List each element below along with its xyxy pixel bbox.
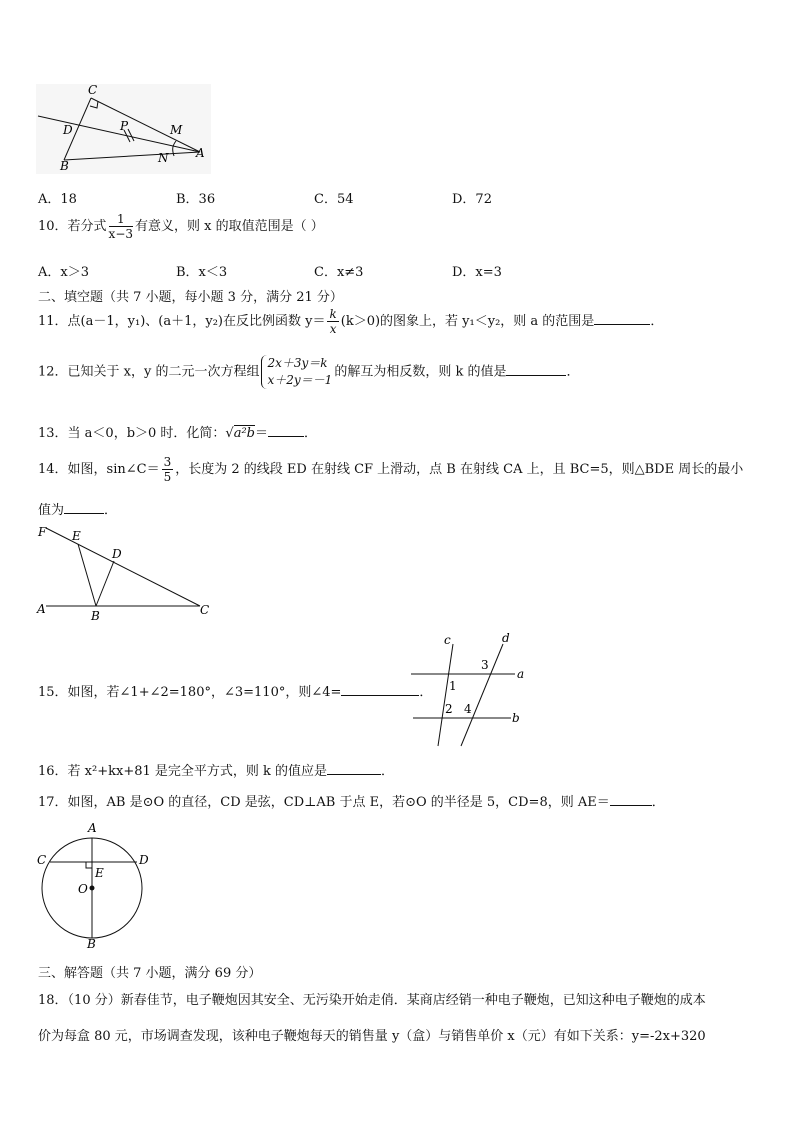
fig17-label-o: O <box>78 882 88 896</box>
fig15-label-d: d <box>502 631 510 645</box>
fig9-label-d: D <box>63 123 73 137</box>
q16-end: ． <box>381 764 395 779</box>
q14-stem-line2 <box>38 499 117 518</box>
fig14-label-f: F <box>38 525 47 539</box>
q13-part-a: 13．当 a＜0，b＞0 时．化简： <box>38 426 226 441</box>
q10-option-c: C．x≠3 <box>314 265 364 280</box>
q17-answer-blank[interactable] <box>610 793 652 806</box>
q12-equation-system: 2x＋3y＝k x＋2y＝－1 <box>261 355 332 389</box>
q15-text: 15．如图，若∠1+∠2=180°，∠3=110°，则∠4= <box>38 685 342 700</box>
section-3-heading: 三、解答题（共 7 小题，满分 69 分） <box>38 966 262 981</box>
q17-stem <box>38 791 665 810</box>
fig17-label-e: E <box>95 866 104 880</box>
q10-fraction: $\frac{1}{x-3}$ <box>108 212 134 241</box>
q14-fraction: $\frac{3}{5}$ <box>163 455 172 484</box>
q11-stem <box>38 307 663 336</box>
q13-stem <box>38 422 317 441</box>
q15-end: ． <box>419 685 433 700</box>
q13-radicand: a²b <box>233 426 256 441</box>
q11-part-a: 11．点(a－1，y₁)、(a＋1，y₂)在反比例函数 y＝ <box>38 314 326 329</box>
fig15-label-c: c <box>444 633 451 647</box>
q14-part-b: ，长度为 2 的线段 ED 在射线 CF 上滑动，点 B 在射线 CA 上，且 BC=5，则△BDE 周长的最小 <box>175 462 744 477</box>
fig14-label-a: A <box>37 602 46 616</box>
fig14-label-c: C <box>200 603 210 617</box>
q17-end: ． <box>651 795 665 810</box>
fig9-label-c: C <box>88 84 98 97</box>
fig17-label-a: A <box>88 821 97 835</box>
q17-figure <box>34 820 154 950</box>
fig17-label-d: D <box>139 853 149 867</box>
fig9-label-n: N <box>158 151 169 165</box>
q18-stem-line1: 18．（10 分）新春佳节，电子鞭炮因其安全、无污染开始走俏．某商店经销一种电子鞭炮，已知这种电子鞭炮的成本 <box>38 993 706 1008</box>
fig15-label-1: 1 <box>449 679 457 693</box>
q12-end: ． <box>566 364 580 380</box>
q11-fraction: $\frac{k}{x}$ <box>329 307 337 336</box>
q10-prefix: 10．若分式 <box>38 219 107 234</box>
q18-stem-line2: 价为每盒 80 元，市场调查发现，该种电子鞭炮每天的销售量 y（盒）与销售单价 x（元）有如下关系：y=-2x+320 <box>38 1029 706 1044</box>
q13-answer-blank[interactable] <box>268 424 304 437</box>
q13-sqrt-sign: √ <box>225 426 234 441</box>
fig17-label-c: C <box>37 853 47 867</box>
q15-stem <box>38 681 432 700</box>
fig14-label-b: B <box>91 609 100 622</box>
q10-option-d: D．x=3 <box>452 265 502 280</box>
q14-part-a: 14．如图，sin∠C＝ <box>38 462 160 477</box>
q12-part-a: 12．已知关于 x，y 的二元一次方程组 <box>38 364 260 380</box>
q10-option-b: B．x＜3 <box>176 265 228 280</box>
q12-part-b: 的解互为相反数，则 k 的值是 <box>334 364 507 380</box>
q11-part-b: (k＞0)的图象上，若 y₁＜y₂，则 a 的范围是 <box>340 314 595 329</box>
fig15-label-a: a <box>517 667 525 681</box>
q16-text: 16．若 x²+kx+81 是完全平方式，则 k 的值应是 <box>38 764 328 779</box>
q9-option-b: B．36 <box>176 192 216 207</box>
section-2-heading: 二、填空题（共 7 小题，每小题 3 分，满分 21 分） <box>38 290 343 305</box>
q10-suffix: 有意义，则 x 的取值范围是（ ） <box>135 219 324 234</box>
q15-figure <box>405 630 535 750</box>
q14-end: ． <box>104 503 118 518</box>
fig9-label-m: M <box>170 123 183 137</box>
q9-option-a: A．18 <box>38 192 77 207</box>
q10-stem <box>38 212 324 241</box>
fig15-label-4: 4 <box>464 702 472 716</box>
q16-answer-blank[interactable] <box>327 762 381 775</box>
q9-figure <box>36 84 211 174</box>
q9-option-d: D．72 <box>452 192 492 207</box>
q13-end: ． <box>304 426 318 441</box>
fig9-label-a: A <box>196 146 205 160</box>
q14-answer-blank[interactable] <box>64 501 104 514</box>
fig9-label-p: P <box>120 119 129 133</box>
q17-text: 17．如图，AB 是⊙O 的直径，CD 是弦，CD⊥AB 于点 E，若⊙O 的半径是 5，CD=8，则 AE＝ <box>38 795 610 810</box>
fig15-label-2: 2 <box>445 702 453 716</box>
fig17-label-b: B <box>87 937 96 950</box>
q10-option-a: A．x＞3 <box>38 265 89 280</box>
q12-stem <box>38 355 579 389</box>
fig14-label-d: D <box>112 547 122 561</box>
fig14-label-e: E <box>72 529 81 543</box>
fig15-label-b: b <box>512 711 520 725</box>
q11-end: ． <box>650 314 664 329</box>
q12-answer-blank[interactable] <box>506 363 566 376</box>
q9-option-c: C．54 <box>314 192 354 207</box>
q11-answer-blank[interactable] <box>594 312 650 325</box>
q14-line2: 值为 <box>38 503 65 518</box>
fig15-label-3: 3 <box>481 658 489 672</box>
q14-stem-line1 <box>38 455 743 484</box>
fig9-label-b: B <box>60 159 69 173</box>
q13-equals: ＝ <box>255 426 269 441</box>
q14-figure <box>34 522 219 622</box>
q16-stem <box>38 760 394 779</box>
